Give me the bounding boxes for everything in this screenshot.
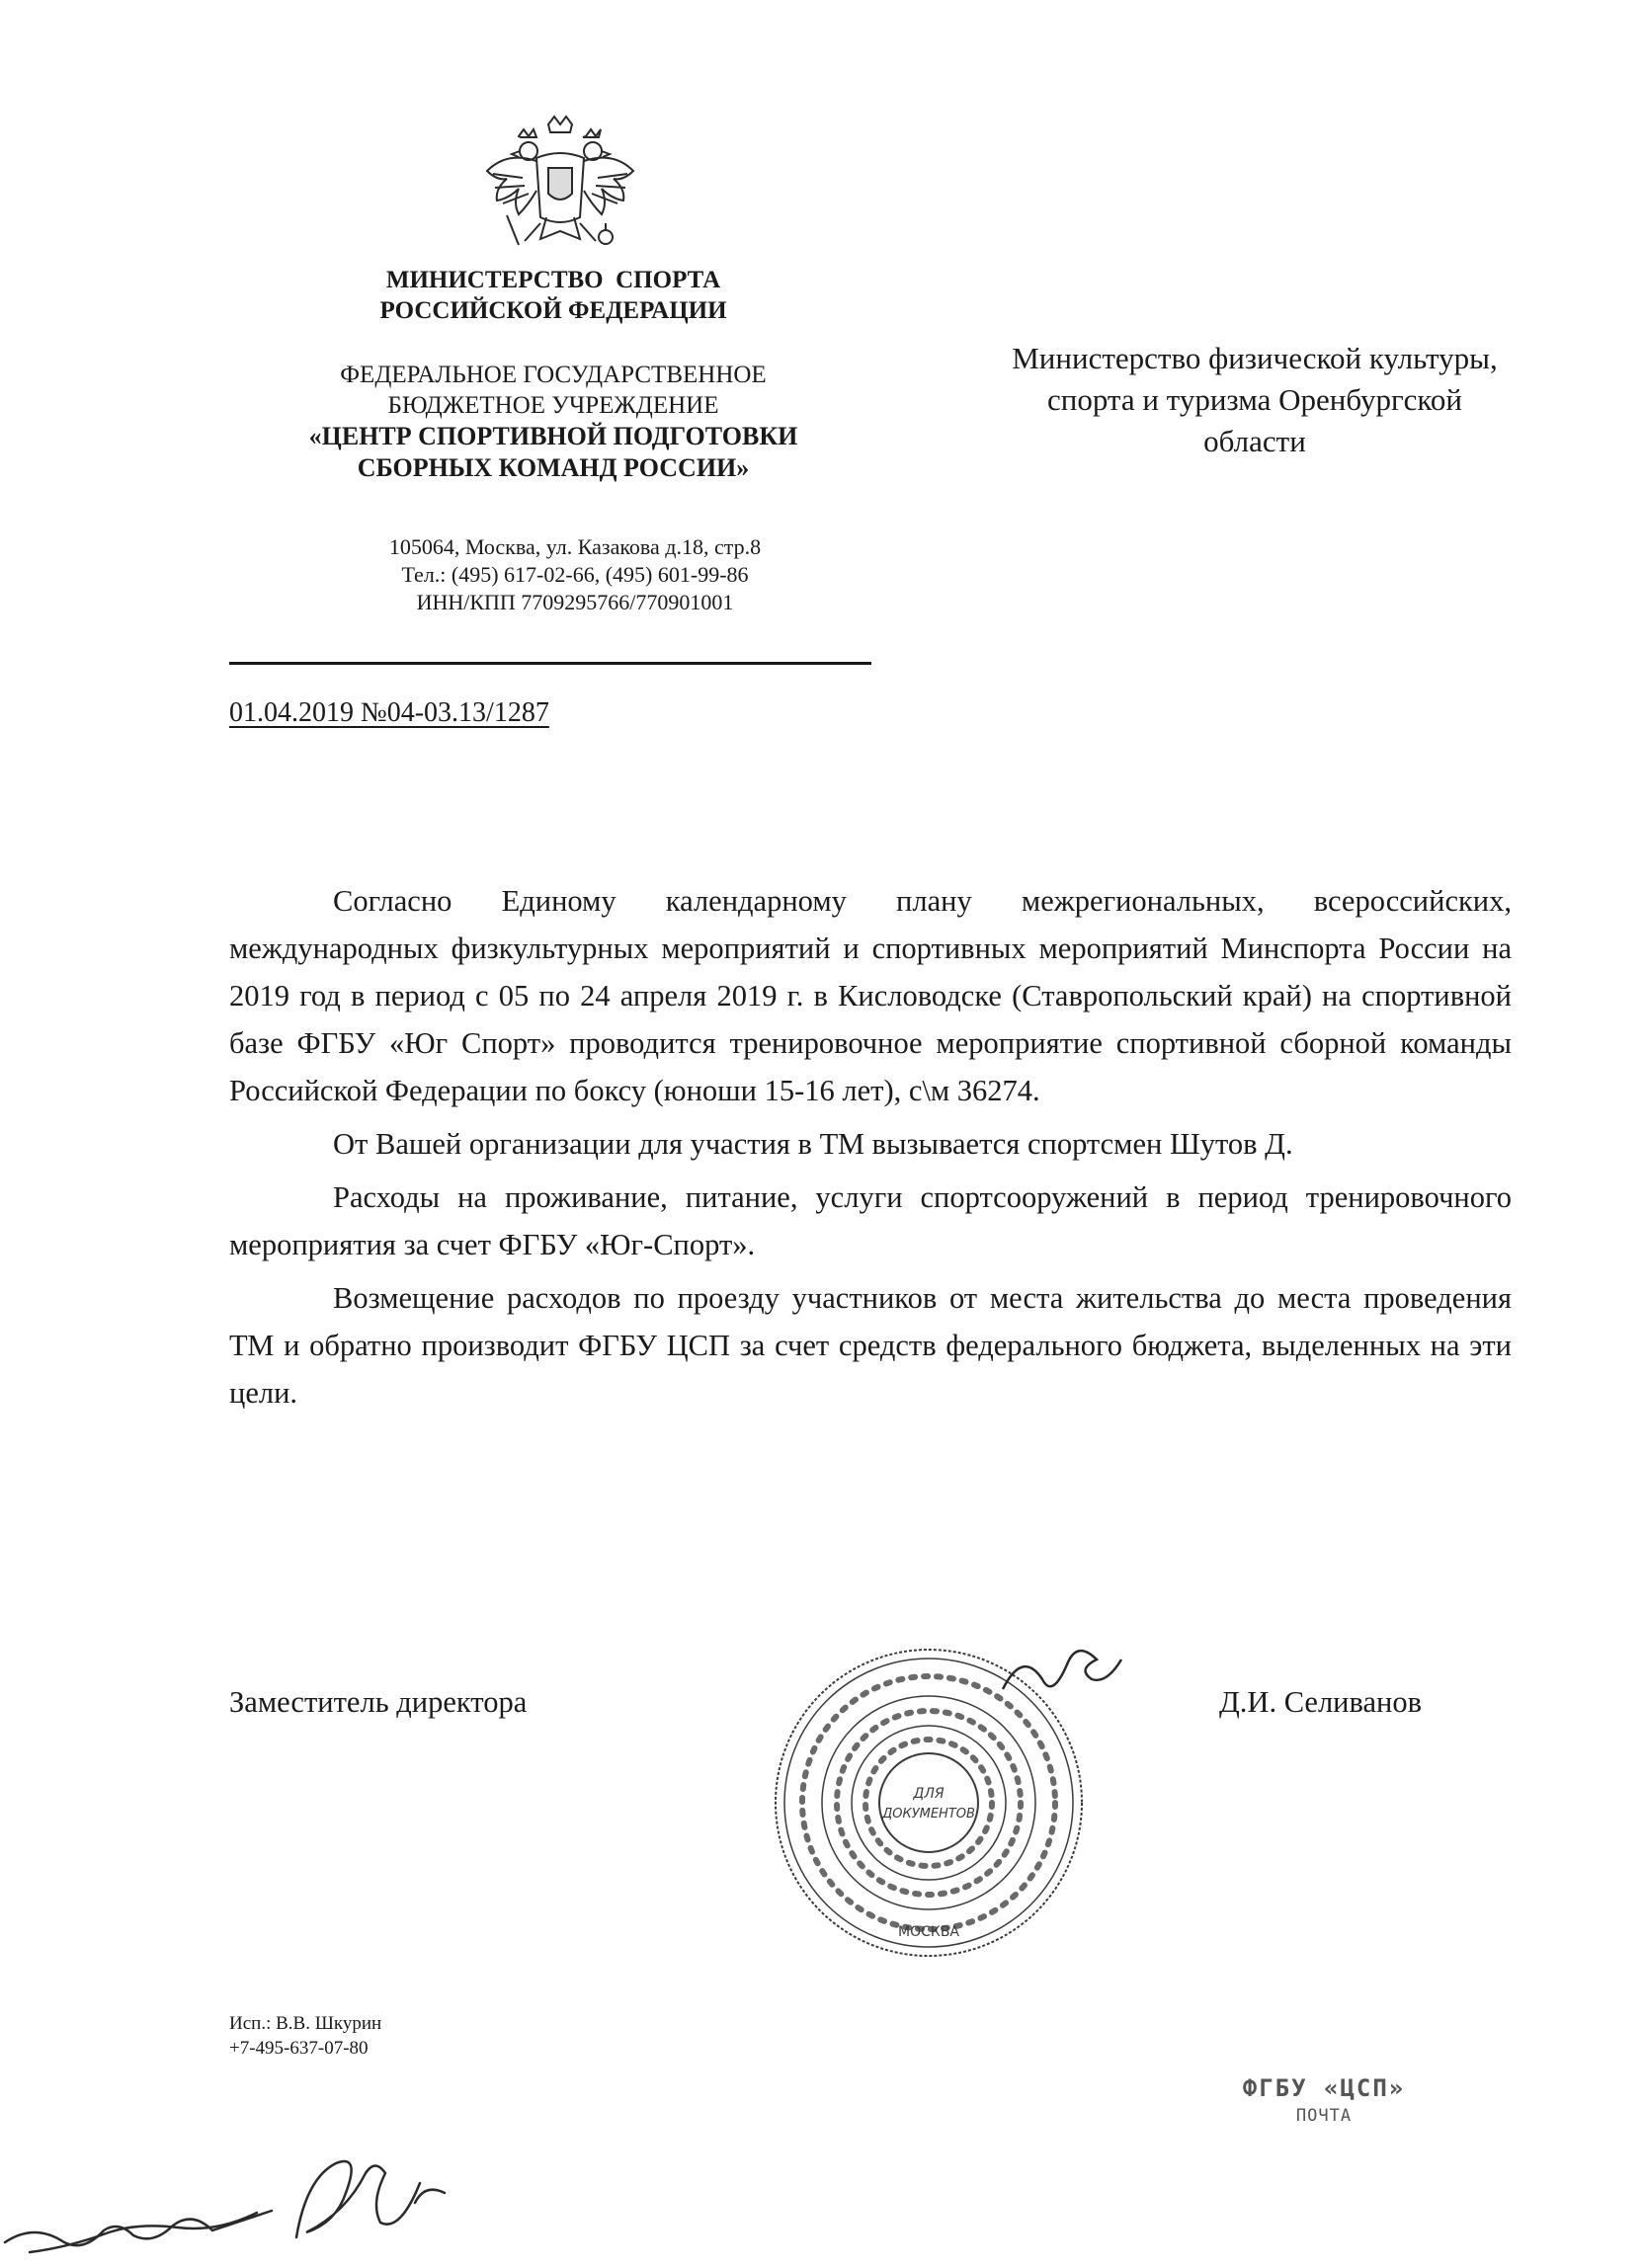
addressee-line-2: спорта и туризма Оренбургской [1046, 382, 1463, 417]
executor-name: Исп.: В.В. Шкурин [229, 2013, 382, 2034]
ministry-line-1: МИНИСТЕРСТВО СПОРТА [385, 267, 721, 293]
stamp-city: МОСКВА [898, 1924, 959, 1940]
letter-reference-number: 01.04.2019 №04-03.13/1287 [229, 697, 549, 728]
organization-name [237, 360, 869, 484]
addressee-line-3: области [1203, 424, 1306, 458]
mail-stamp [1215, 2074, 1433, 2126]
org-inn-kpp: ИНН/КПП 7709295766/770901001 [416, 590, 734, 614]
signatory-title: Заместитель директора [229, 1685, 528, 1719]
stamp-center-line-2: ДОКУМЕНТОВ [882, 1807, 975, 1822]
org-line-1: ФЕДЕРАЛЬНОЕ ГОСУДАРСТВЕННОЕ [340, 362, 767, 388]
executor-phone: +7-495-637-07-80 [229, 2038, 369, 2059]
body-paragraph: От Вашей организации для участия в ТМ вызывается спортсмен Шутов Д. [333, 1127, 1293, 1161]
mail-stamp-line-1: ФГБУ «ЦСП» [1242, 2074, 1406, 2102]
stamp-center-line-1: ДЛЯ [913, 1786, 945, 1802]
addressee-line-1: Министерство физической культуры, [1012, 341, 1498, 375]
header-divider [229, 662, 871, 665]
coat-of-arms-icon [479, 107, 642, 265]
org-address: 105064, Москва, ул. Казакова д.18, стр.8 [388, 534, 762, 559]
body-paragraph: Возмещение расходов по проезду участников от места жительства до места проведения ТМ и обратно производит ФГБУ ЦСП за счет средств федерального бюджета, выделенных на эти цели. [229, 1281, 1512, 1410]
ministry-line-2: РОССИЙСКОЙ ФЕДЕРАЦИИ [379, 297, 727, 324]
org-phones: Тел.: (495) 617-02-66, (495) 601-99-86 [401, 562, 749, 587]
signatory-name: Д.И. Селиванов [1219, 1685, 1423, 1719]
director-signature-icon [993, 1640, 1131, 1719]
org-name-line-2: СБОРНЫХ КОМАНД РОССИИ» [357, 453, 750, 482]
addressee [879, 338, 1630, 462]
letter-body [229, 877, 1512, 1422]
mail-stamp-line-2: ПОЧТА [1295, 2106, 1353, 2126]
body-paragraph: Согласно Единому календарному плану межрегиональных, всероссийских, международных физкультурных мероприятий и спортивных мероприятий Минспорта России на 2019 год в период с 05 по 24 апреля 2019 г. в Кисловодске (Ставропольский край) на спортивной базе ФГБУ «Юг Спорт» проводится тренировочное мероприятие спортивной сборной команды Российской Федерации по боксу (юноши 15-16 лет), с\м 36274. [229, 884, 1512, 1107]
org-contacts [259, 533, 891, 616]
body-paragraph: Расходы на проживание, питание, услуги спортсооружений в период тренировочного мероприятия за счет ФГБУ «Юг-Спорт». [229, 1180, 1512, 1261]
org-line-2: БЮДЖЕТНОЕ УЧРЕЖДЕНИЕ [387, 392, 719, 419]
executor-info [229, 2011, 381, 2061]
org-name-line-1: «ЦЕНТР СПОРТИВНОЙ ПОДГОТОВКИ [308, 422, 798, 450]
ministry-name [237, 265, 869, 326]
handwritten-signature-icon [0, 2124, 494, 2268]
